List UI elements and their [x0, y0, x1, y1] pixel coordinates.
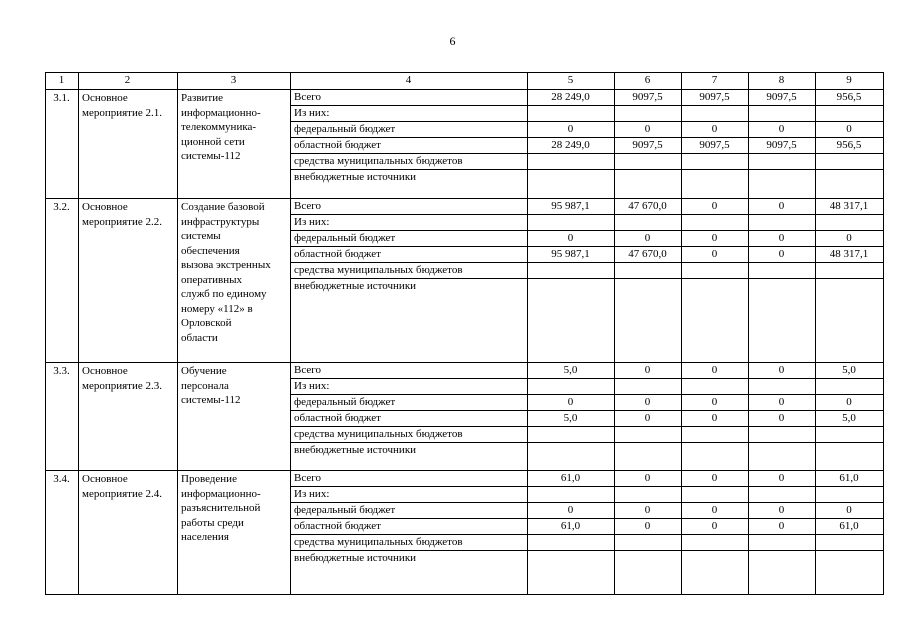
amount-cell: 47 670,0	[628, 200, 667, 212]
source-label: Всего	[294, 364, 321, 376]
measure-description: Проведение информационно- разъяснительной работы среди населения	[181, 473, 261, 543]
column-header: 4	[405, 74, 412, 86]
amount-cell: 9097,5	[632, 91, 663, 103]
amount-cell: 0	[778, 200, 785, 212]
amount-cell: 956,5	[836, 91, 862, 103]
amount-cell: 9097,5	[632, 139, 663, 151]
column-header: 8	[778, 74, 785, 86]
amount-cell: 61,0	[839, 520, 859, 532]
amount-cell: 5,0	[563, 364, 578, 376]
amount-cell: 0	[846, 396, 852, 408]
row-code: 3.1.	[53, 92, 70, 104]
table-rule	[45, 594, 883, 595]
amount-cell: 0	[644, 232, 651, 244]
amount-cell: 956,5	[836, 139, 862, 151]
amount-cell: 48 317,1	[829, 200, 869, 212]
amount-cell: 9097,5	[766, 91, 797, 103]
source-label: средства муниципальных бюджетов	[294, 264, 463, 276]
source-label: внебюджетные источники	[294, 171, 417, 183]
column-header: 1	[58, 74, 65, 86]
measure-name: Основное мероприятие 2.2.	[82, 201, 163, 228]
amount-cell: 9097,5	[766, 139, 797, 151]
amount-cell: 0	[644, 412, 651, 424]
amount-cell: 0	[711, 123, 718, 135]
amount-cell: 0	[778, 520, 785, 532]
source-label: областной бюджет	[294, 520, 381, 532]
source-label: федеральный бюджет	[294, 232, 396, 244]
amount-cell: 0	[711, 200, 718, 212]
source-label: федеральный бюджет	[294, 123, 396, 135]
amount-cell: 0	[567, 232, 574, 244]
amount-cell: 95 987,1	[551, 200, 590, 212]
source-label: средства муниципальных бюджетов	[294, 155, 463, 167]
amount-cell: 0	[778, 248, 785, 260]
amount-cell: 0	[711, 364, 718, 376]
measure-name: Основное мероприятие 2.3.	[82, 365, 163, 392]
source-label: федеральный бюджет	[294, 396, 396, 408]
amount-cell: 0	[711, 472, 718, 484]
amount-cell: 5,0	[563, 412, 578, 424]
row-code: 3.2.	[53, 201, 70, 213]
amount-cell: 0	[644, 396, 651, 408]
amount-cell: 0	[567, 396, 574, 408]
amount-cell: 47 670,0	[628, 248, 667, 260]
amount-cell: 0	[567, 123, 574, 135]
measure-description: Обучение персонала системы-112	[181, 365, 241, 406]
column-header: 2	[124, 74, 131, 86]
amount-cell: 28 249,0	[551, 139, 590, 151]
amount-cell: 0	[846, 232, 852, 244]
page-number: 6	[449, 34, 456, 48]
amount-cell: 9097,5	[699, 91, 730, 103]
amount-cell: 0	[846, 504, 852, 516]
amount-cell: 0	[711, 520, 718, 532]
measure-name: Основное мероприятие 2.1.	[82, 92, 163, 119]
amount-cell: 0	[778, 232, 785, 244]
source-label: внебюджетные источники	[294, 280, 417, 292]
amount-cell: 0	[711, 412, 718, 424]
amount-cell: 95 987,1	[551, 248, 590, 260]
source-label: внебюджетные источники	[294, 444, 417, 456]
amount-cell: 0	[644, 504, 651, 516]
source-label: Из них:	[294, 380, 330, 392]
column-header: 9	[846, 74, 852, 86]
amount-cell: 61,0	[839, 472, 859, 484]
amount-cell: 0	[778, 123, 785, 135]
source-label: Всего	[294, 200, 321, 212]
source-label: средства муниципальных бюджетов	[294, 428, 463, 440]
amount-cell: 0	[846, 123, 852, 135]
amount-cell: 5,0	[842, 412, 856, 424]
source-label: Из них:	[294, 216, 330, 228]
measure-description: Создание базовой инфраструктуры системы обеспечения вызова экстренных оперативных служб по единому номеру «112» в Орловской области	[181, 201, 271, 344]
amount-cell: 0	[644, 364, 651, 376]
source-label: федеральный бюджет	[294, 504, 396, 516]
measure-description: Развитие информационно- телекоммуника- ционной сети системы-112	[181, 92, 261, 162]
amount-cell: 0	[711, 248, 718, 260]
amount-cell: 0	[644, 520, 651, 532]
column-header: 7	[711, 74, 718, 86]
amount-cell: 0	[711, 396, 718, 408]
amount-cell: 0	[711, 232, 718, 244]
amount-cell: 0	[711, 504, 718, 516]
source-label: средства муниципальных бюджетов	[294, 536, 463, 548]
amount-cell: 61,0	[560, 520, 581, 532]
source-label: Из них:	[294, 488, 330, 500]
source-label: областной бюджет	[294, 139, 381, 151]
source-label: Всего	[294, 91, 321, 103]
table-rule	[45, 72, 46, 594]
source-label: Из них:	[294, 107, 330, 119]
amount-cell: 28 249,0	[551, 91, 590, 103]
amount-cell: 48 317,1	[829, 248, 869, 260]
amount-cell: 5,0	[842, 364, 856, 376]
amount-cell: 0	[778, 504, 785, 516]
amount-cell: 0	[644, 123, 651, 135]
column-header: 6	[644, 74, 651, 86]
measure-name: Основное мероприятие 2.4.	[82, 473, 163, 500]
table-rule	[78, 72, 79, 594]
budget-table	[45, 72, 883, 594]
amount-cell: 0	[644, 472, 651, 484]
amount-cell: 0	[778, 412, 785, 424]
amount-cell: 9097,5	[699, 139, 730, 151]
amount-cell: 0	[567, 504, 574, 516]
source-label: внебюджетные источники	[294, 552, 417, 564]
source-label: областной бюджет	[294, 248, 381, 260]
source-label: областной бюджет	[294, 412, 381, 424]
column-header: 3	[230, 74, 237, 86]
row-code: 3.3.	[53, 365, 70, 377]
table-rule	[883, 72, 884, 594]
source-label: Всего	[294, 472, 321, 484]
row-code: 3.4.	[53, 473, 70, 485]
amount-cell: 0	[778, 396, 785, 408]
amount-cell: 0	[778, 472, 785, 484]
amount-cell: 61,0	[560, 472, 581, 484]
column-header: 5	[567, 74, 574, 86]
amount-cell: 0	[778, 364, 785, 376]
